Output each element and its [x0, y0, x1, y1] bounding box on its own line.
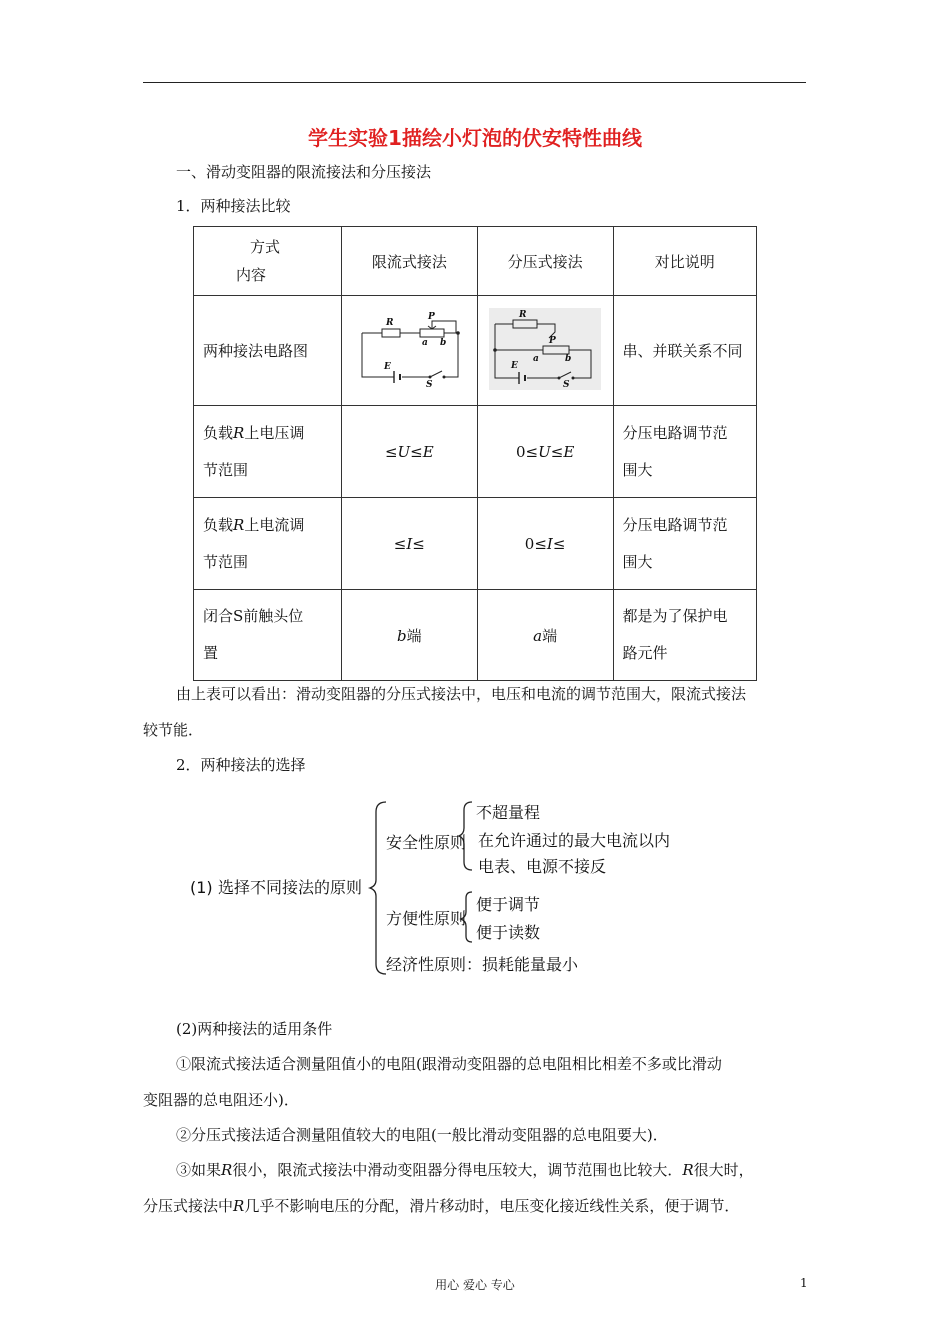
- text-part: 几乎不影响电压的分配，滑片移动时，电压变化接近线性关系，便于调节．: [244, 1197, 740, 1215]
- value-var: U: [538, 442, 551, 461]
- note-part: 路元件: [622, 644, 668, 662]
- limit-circuit-diagram: [354, 309, 464, 389]
- text-part: 很大时，: [693, 1161, 754, 1179]
- text-part: ③如果: [176, 1161, 222, 1179]
- row-note: [613, 406, 756, 498]
- row-label: [194, 590, 342, 681]
- corner-bottom: 内容: [236, 266, 267, 284]
- value-var: I: [406, 534, 413, 553]
- subsection-heading: 2．两种接法的选择: [176, 756, 306, 774]
- value-part: 0≤: [515, 442, 539, 461]
- safety-principle: 安全性原则: [386, 833, 467, 852]
- page-title: 学生实验1描绘小灯泡的伏安特性曲线: [308, 126, 642, 150]
- value-part: ≤: [393, 534, 407, 553]
- value-part: ≤: [412, 534, 425, 553]
- convenience-item: 便于调节: [476, 895, 541, 914]
- value-var: U: [397, 442, 411, 461]
- header-col1: 限流式接法: [341, 227, 477, 296]
- paragraph: 由上表可以看出：滑动变阻器的分压式接法中，电压和电流的调节范围大，限流式接法: [176, 685, 747, 703]
- root-label: 选择不同接法的原则: [218, 878, 363, 897]
- limit-value: [341, 498, 477, 590]
- convenience-principle: 方便性原则: [386, 909, 467, 928]
- text-part: 很小，限流式接法中滑动变阻器分得电压较大，调节范围也比较大．: [232, 1161, 683, 1179]
- note-part: 分压电路调节范: [622, 423, 728, 442]
- value-var: b: [397, 626, 407, 645]
- safety-item: 在允许通过的最大电流以内: [478, 831, 671, 850]
- selection-principle-diagram: [188, 796, 708, 981]
- divider-value: [477, 406, 613, 498]
- paragraph-heading: (2)两种接法的适用条件: [176, 1020, 333, 1038]
- value-var: a: [533, 626, 543, 645]
- paragraph: [143, 1194, 739, 1218]
- corner-cell: [194, 227, 342, 296]
- row-note: [613, 498, 756, 590]
- label-r: R: [386, 317, 394, 328]
- page-number: 1: [800, 1276, 808, 1290]
- header-rule: [143, 82, 806, 83]
- label-e: E: [384, 361, 392, 372]
- label-s: S: [563, 379, 570, 390]
- value-var: E: [422, 442, 434, 461]
- label-part: 节范围: [203, 552, 249, 571]
- text-var: R: [221, 1161, 233, 1179]
- label-part: 负载: [203, 423, 234, 442]
- row-label: [194, 498, 342, 590]
- subsection-heading: 1．两种接法比较: [176, 197, 291, 215]
- value-part: 0≤: [524, 534, 547, 553]
- note-part: 分压电路调节范: [622, 515, 728, 534]
- value-part: ≤: [552, 534, 566, 553]
- label-e: E: [511, 360, 518, 371]
- circuit-divider-cell: [477, 296, 613, 406]
- label-r: R: [519, 309, 527, 320]
- table-row: [194, 296, 757, 406]
- text-part: 分压式接法中: [143, 1197, 234, 1215]
- row-note: [613, 590, 756, 681]
- safety-item: 电表、电源不接反: [478, 857, 607, 876]
- label-part: 闭合S前触头位: [203, 607, 304, 625]
- label-part: 上电流调: [244, 515, 305, 534]
- corner-top: 方式: [250, 238, 281, 256]
- label-b: b: [440, 337, 447, 348]
- circuit-limit-cell: [341, 296, 477, 406]
- paragraph: [176, 1158, 754, 1182]
- label-a: a: [533, 353, 539, 364]
- label-a: a: [422, 337, 429, 348]
- note-part: 都是为了保护电: [622, 607, 728, 625]
- note-part: 围大: [622, 552, 653, 571]
- convenience-item: 便于读数: [476, 923, 541, 942]
- note-part: 围大: [622, 460, 653, 479]
- label-part: 节范围: [203, 460, 249, 479]
- paragraph: ①限流式接法适合测量阻值小的电阻(跟滑动变阻器的总电阻相比相差不多或比滑动: [176, 1055, 722, 1073]
- label-p: P: [428, 311, 436, 322]
- row-label: 两种接法电路图: [194, 296, 342, 406]
- label-p: P: [549, 335, 556, 346]
- value-var: E: [563, 442, 575, 461]
- label-b: b: [565, 353, 572, 364]
- paragraph: 变阻器的总电阻还小)．: [143, 1091, 299, 1109]
- label-var: R: [233, 515, 245, 534]
- section-heading: 一、滑动变阻器的限流接法和分压接法: [176, 163, 432, 181]
- paragraph: ②分压式接法适合测量阻值较大的电阻(一般比滑动变阻器的总电阻要大)．: [176, 1126, 668, 1144]
- table-row: [194, 406, 757, 498]
- limit-value: [341, 590, 477, 681]
- value-part: ≤: [410, 442, 423, 461]
- footer-text: 用心 爱心 专心: [435, 1278, 515, 1292]
- value-part: 端: [406, 626, 422, 645]
- economy-principle: 经济性原则：损耗能量最小: [386, 955, 579, 974]
- header-col2: 分压式接法: [477, 227, 613, 296]
- row-label: [194, 406, 342, 498]
- label-part: 上电压调: [244, 423, 305, 442]
- value-part: ≤: [384, 442, 398, 461]
- root-number: (1): [190, 878, 213, 897]
- table-header-row: [194, 227, 757, 296]
- limit-value: [341, 406, 477, 498]
- text-var: R: [682, 1161, 694, 1179]
- label-var: R: [233, 423, 245, 442]
- value-var: I: [546, 534, 553, 553]
- header-col3: 对比说明: [613, 227, 756, 296]
- table-row: [194, 590, 757, 681]
- row-note: 串、并联关系不同: [613, 296, 756, 406]
- comparison-table: [193, 226, 757, 681]
- label-part: 负载: [203, 515, 234, 534]
- divider-value: [477, 498, 613, 590]
- divider-value: [477, 590, 613, 681]
- main-brace-icon: [370, 802, 386, 974]
- label-part: 置: [203, 644, 219, 662]
- label-s: S: [426, 379, 433, 389]
- value-part: ≤: [550, 442, 564, 461]
- value-part: 端: [542, 626, 558, 645]
- text-var: R: [233, 1197, 245, 1215]
- paragraph: 较节能．: [143, 721, 204, 739]
- divider-circuit-diagram: [489, 308, 601, 390]
- safety-item: 不超量程: [476, 803, 541, 822]
- table-row: [194, 498, 757, 590]
